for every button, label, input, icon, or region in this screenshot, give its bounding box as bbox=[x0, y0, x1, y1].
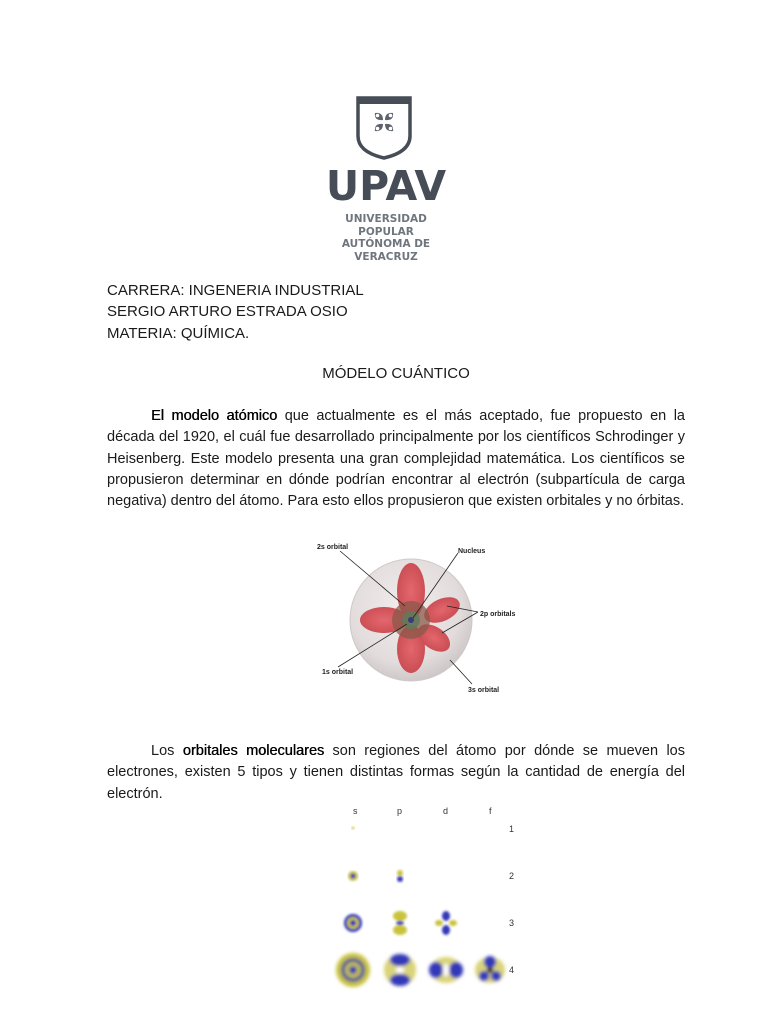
orbital-shapes-figure bbox=[330, 802, 520, 1002]
row-label-1: 1 bbox=[509, 824, 515, 834]
career-line: CARRERA: INGENERIA INDUSTRIAL bbox=[107, 282, 364, 299]
student-name-line: SERGIO ARTURO ESTRADA OSIO bbox=[107, 303, 348, 320]
logo-wordmark: UPAV bbox=[325, 162, 447, 210]
orbital-3p bbox=[393, 911, 407, 935]
logo-subtitle bbox=[316, 213, 456, 263]
logo-subtitle-line1: UNIVERSIDAD POPULAR bbox=[345, 213, 427, 238]
column-label-f: f bbox=[489, 806, 492, 816]
paragraph-body: que actualmente es el más aceptado, fue propuesto en la década del 1920, el cuál fue desarrollado principalmente por los científicos Schrodinger y Heisenberg. Este modelo presenta una gran complejidad matemática. Los científicos se propusieron determinar en dónde podrían encontrar al electrón (subpartícula de carga negativa) dentro del átomo. Para esto ellos propusieron que existen orbitales y no órbitas. bbox=[107, 408, 685, 510]
label-3s-orbital: 3s orbital bbox=[468, 687, 500, 694]
paragraph-atomic-model bbox=[107, 406, 685, 512]
label-1s-orbital: 1s orbital bbox=[322, 669, 354, 676]
label-2s-orbital: 2s orbital bbox=[317, 544, 349, 551]
document-title: MÓDELO CUÁNTICO bbox=[322, 365, 470, 382]
column-label-p: p bbox=[397, 806, 403, 816]
row-label-2: 2 bbox=[509, 871, 515, 881]
paragraph-bold-term: El modelo atómico bbox=[151, 408, 278, 424]
row-label-3: 3 bbox=[509, 918, 515, 928]
orbital-3d bbox=[435, 911, 457, 935]
paragraph-lead: Los bbox=[151, 743, 183, 759]
column-label-d: d bbox=[443, 806, 449, 816]
orbital-3s bbox=[344, 914, 362, 932]
paragraph-molecular-orbitals bbox=[107, 741, 685, 805]
orbital-2s bbox=[348, 871, 358, 881]
shield-icon bbox=[356, 96, 412, 160]
label-nucleus: Nucleus bbox=[458, 548, 486, 555]
orbital-1s bbox=[352, 827, 355, 830]
orbital-4f bbox=[475, 956, 505, 983]
subject-line: MATERIA: QUÍMICA. bbox=[107, 325, 250, 342]
column-label-s: s bbox=[353, 806, 358, 816]
orbital-4p bbox=[384, 954, 416, 986]
orbital-4d bbox=[429, 957, 463, 983]
paragraph-body: son regiones del átomo por dónde se mueven los electrones, existen 5 tipos y tienen distintas formas según la cantidad de energía del electrón. bbox=[107, 743, 685, 802]
row-label-4: 4 bbox=[509, 965, 515, 975]
atom-orbitals-figure bbox=[312, 540, 530, 698]
logo-subtitle-line2: AUTÓNOMA DE VERACRUZ bbox=[341, 238, 431, 263]
orbital-2p bbox=[397, 870, 403, 882]
paragraph-bold-term: orbitales moleculares bbox=[182, 743, 325, 759]
university-logo bbox=[316, 96, 456, 263]
orbital-4s bbox=[336, 953, 370, 987]
label-2p-orbitals: 2p orbitals bbox=[480, 611, 516, 618]
